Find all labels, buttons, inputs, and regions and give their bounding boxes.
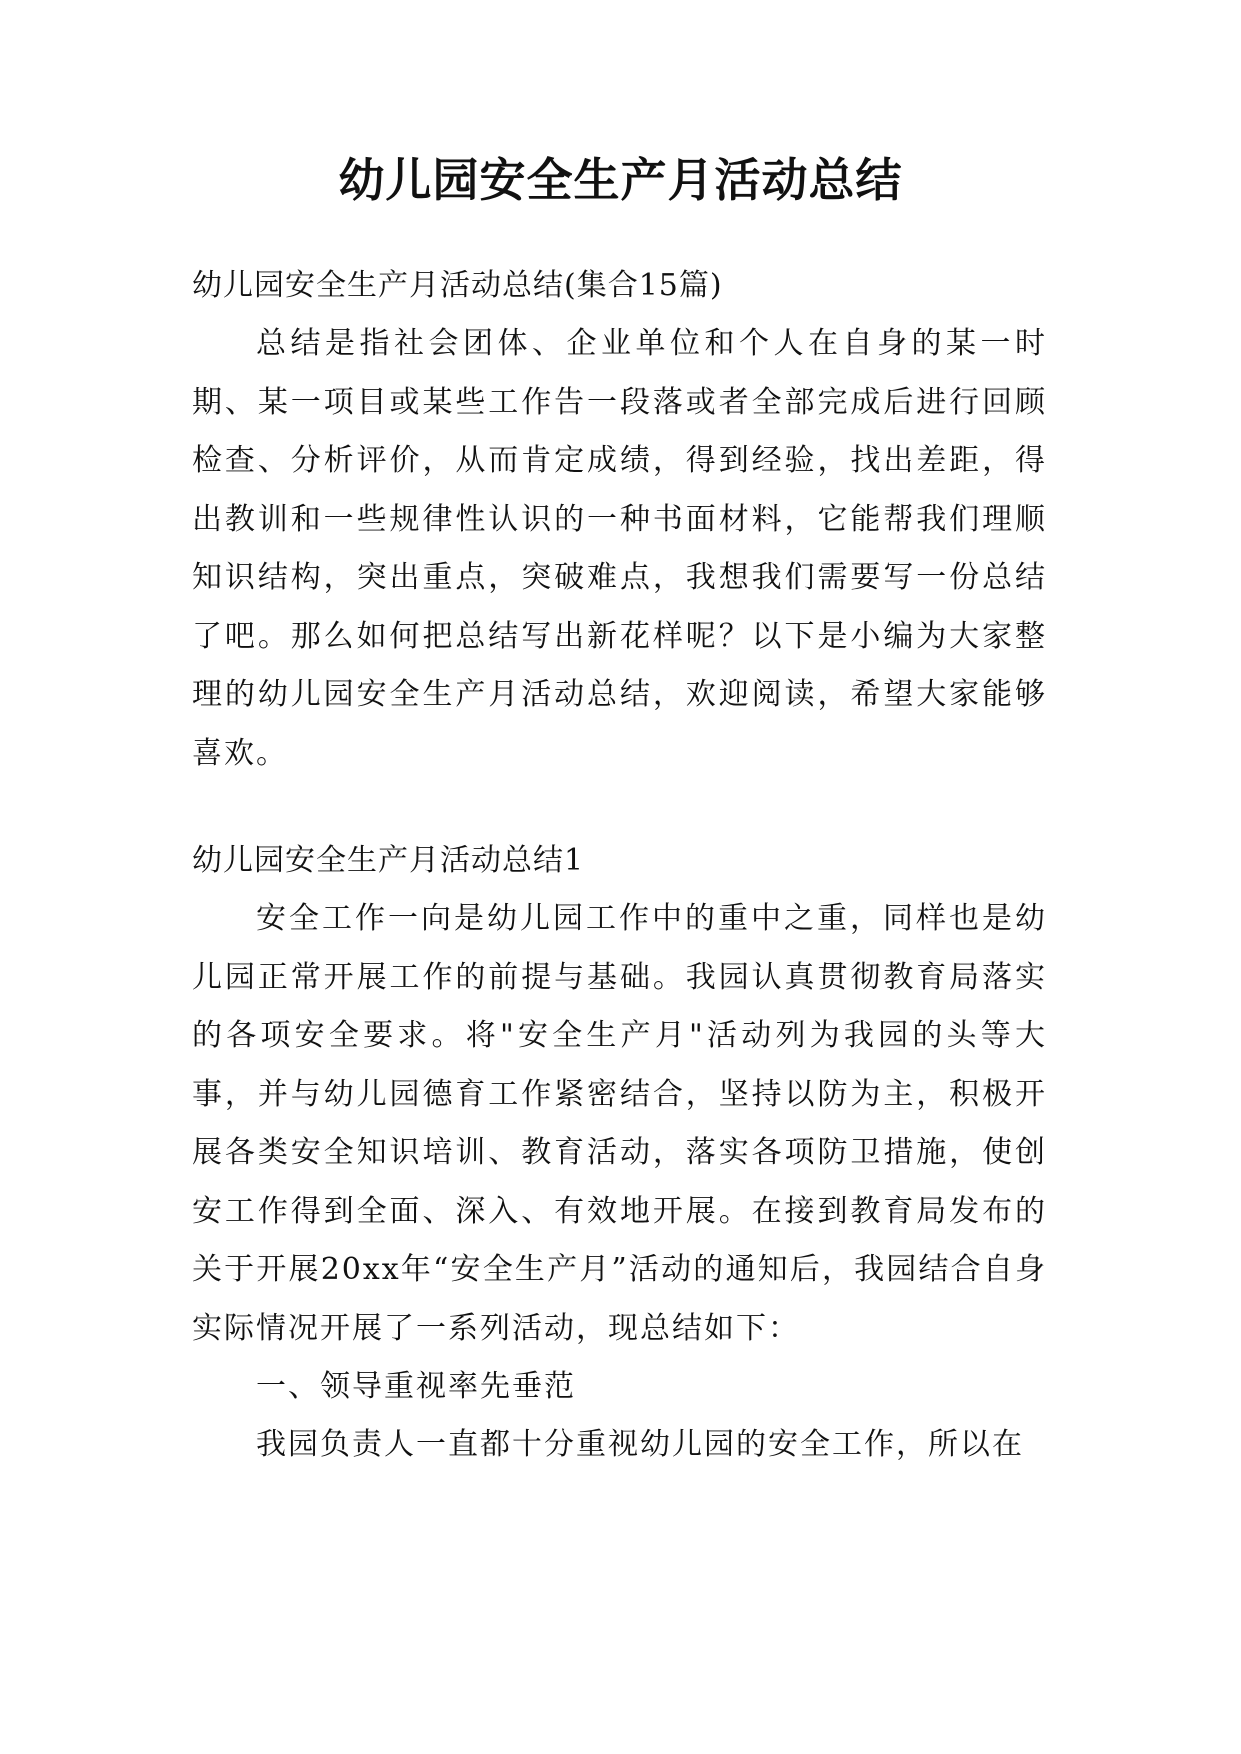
document-title: 幼儿园安全生产月活动总结 [338, 153, 903, 207]
section-paragraph: 安全工作一向是幼儿园工作中的重中之重，同样也是幼儿园正常开展工作的前提与基础。我园认真贯彻教育局落实的各项安全要求。将"安全生产月"活动列为我园的头等大事，并与幼儿园德育工作紧密结合，坚持以防为主，积极开展各类安全知识培训、教育活动，落实各项防卫措施，使创安工作得到全面、深入、有效地开展。在接到教育局发布的关于开展20xx年“安全生产月”活动的通知后，我园结合自身实际情况开展了一系列活动，现总结如下： [192, 901, 1047, 1346]
item-heading: 一、领导重视率先垂范 [256, 1369, 576, 1404]
intro-paragraph: 总结是指社会团体、企业单位和个人在自身的某一时期、某一项目或某些工作告一段落或者全部完成后进行回顾检查、分析评价，从而肯定成绩，得到经验，找出差距，得出教训和一些规律性认识的一种书面材料，它能帮我们理顺知识结构，突出重点，突破难点，我想我们需要写一份总结了吧。那么如何把总结写出新花样呢？以下是小编为大家整理的幼儿园安全生产月活动总结，欢迎阅读，希望大家能够喜欢。 [192, 326, 1047, 771]
item-paragraph: 我园负责人一直都十分重视幼儿园的安全工作，所以在 [256, 1427, 1024, 1462]
document-subtitle: 幼儿园安全生产月活动总结(集合15篇) [192, 268, 723, 303]
section-heading: 幼儿园安全生产月活动总结1 [192, 843, 585, 878]
